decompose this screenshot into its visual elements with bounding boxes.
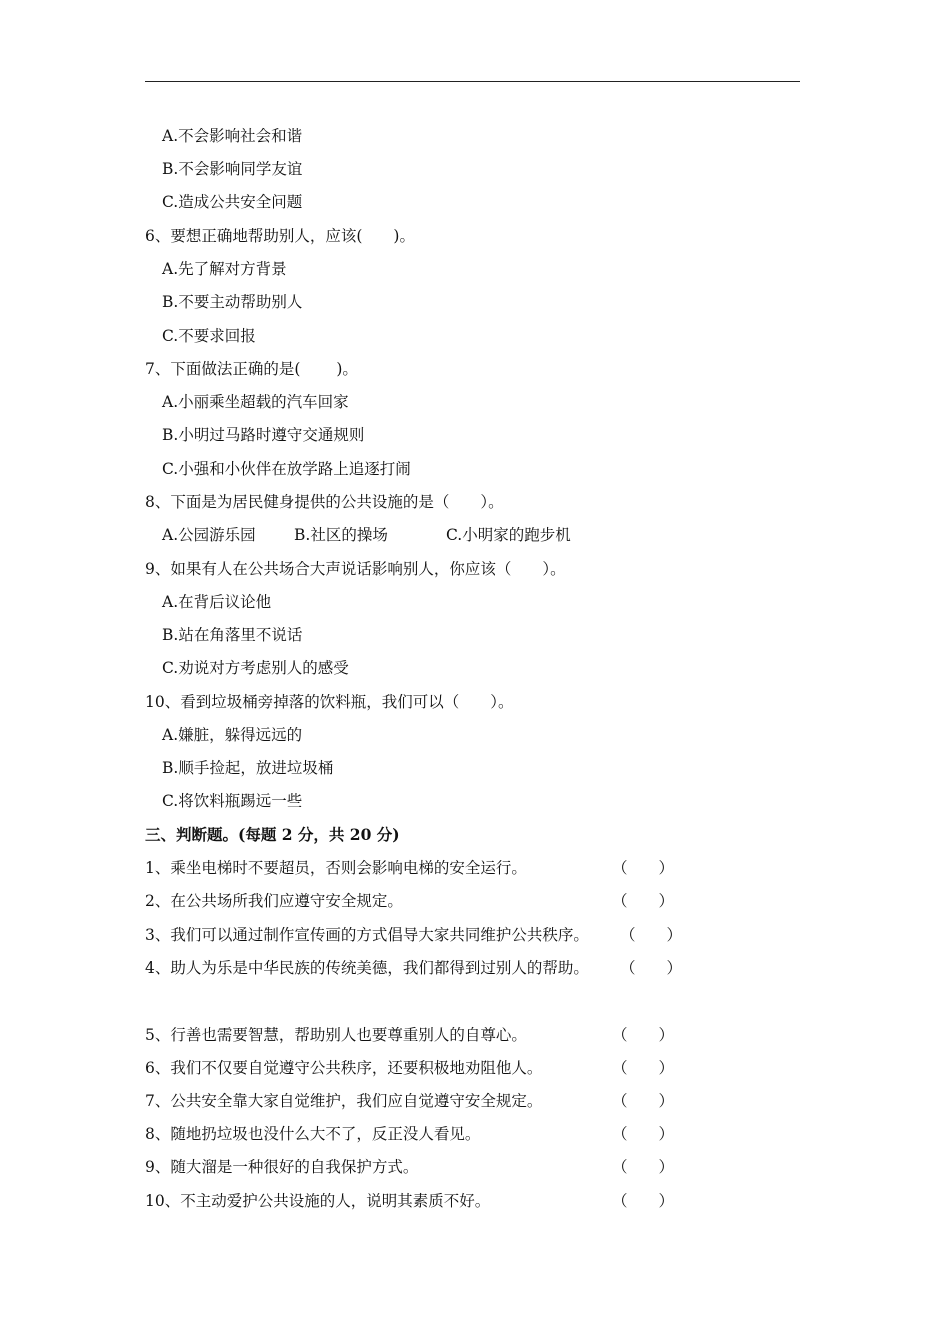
question-7: 7、下面做法正确的是( )。 (145, 360, 358, 378)
option-row (162, 525, 571, 545)
option: C.将饮料瓶踢远一些 (162, 792, 303, 810)
option: C.造成公共安全问题 (162, 193, 303, 211)
option: A.在背后议论他 (162, 593, 272, 611)
judgment-item: 9、随大溜是一种很好的自我保护方式。 (145, 1158, 419, 1176)
question-6: 6、要想正确地帮助别人，应该( )。 (145, 227, 415, 245)
judgment-item: 3、我们可以通过制作宣传画的方式倡导大家共同维护公共秩序。 (145, 926, 589, 944)
option: C.不要求回报 (162, 327, 256, 345)
answer-paren: （ ） (620, 926, 683, 944)
option: A.嫌脏，躲得远远的 (162, 726, 303, 744)
answer-paren: （ ） (612, 1158, 675, 1176)
option: B.站在角落里不说话 (162, 626, 303, 644)
answer-paren: （ ） (612, 1059, 675, 1077)
option: C.小强和小伙伴在放学路上追逐打闹 (162, 460, 411, 478)
judgment-item: 1、乘坐电梯时不要超员，否则会影响电梯的安全运行。 (145, 859, 527, 877)
option: A.不会影响社会和谐 (162, 127, 303, 145)
option: B.小明过马路时遵守交通规则 (162, 426, 365, 444)
judgment-item: 7、公共安全靠大家自觉维护，我们应自觉遵守安全规定。 (145, 1092, 543, 1110)
question-8: 8、下面是为居民健身提供的公共设施的是（ ）。 (145, 493, 504, 511)
option: B.社区的操场 (294, 526, 388, 544)
answer-paren: （ ） (612, 1092, 675, 1110)
answer-paren: （ ） (612, 1026, 675, 1044)
question-9: 9、如果有人在公共场合大声说话影响别人，你应该（ ）。 (145, 560, 566, 578)
judgment-item: 10、不主动爱护公共设施的人，说明其素质不好。 (145, 1192, 491, 1210)
answer-paren: （ ） (620, 959, 683, 977)
answer-paren: （ ） (612, 1192, 675, 1210)
option: A.公园游乐园 (162, 526, 256, 544)
answer-paren: （ ） (612, 859, 675, 877)
option: B.不要主动帮助别人 (162, 293, 303, 311)
option: A.先了解对方背景 (162, 260, 287, 278)
answer-paren: （ ） (612, 1125, 675, 1143)
option: A.小丽乘坐超载的汽车回家 (162, 393, 349, 411)
option: C.劝说对方考虑别人的感受 (162, 659, 349, 677)
option: B.不会影响同学友谊 (162, 160, 303, 178)
option: B.顺手捡起，放进垃圾桶 (162, 759, 334, 777)
judgment-item: 6、我们不仅要自觉遵守公共秩序，还要积极地劝阻他人。 (145, 1059, 543, 1077)
question-10: 10、看到垃圾桶旁掉落的饮料瓶，我们可以（ ）。 (145, 693, 514, 711)
header-rule (145, 81, 800, 82)
judgment-item: 2、在公共场所我们应遵守安全规定。 (145, 892, 403, 910)
option: C.小明家的跑步机 (446, 526, 571, 544)
judgment-item: 8、随地扔垃圾也没什么大不了，反正没人看见。 (145, 1125, 481, 1143)
answer-paren: （ ） (612, 892, 675, 910)
section-title: 三、判断题。(每题 2 分，共 20 分) (145, 825, 400, 844)
judgment-item: 4、助人为乐是中华民族的传统美德，我们都得到过别人的帮助。 (145, 959, 589, 977)
judgment-item: 5、行善也需要智慧，帮助别人也要尊重别人的自尊心。 (145, 1026, 527, 1044)
